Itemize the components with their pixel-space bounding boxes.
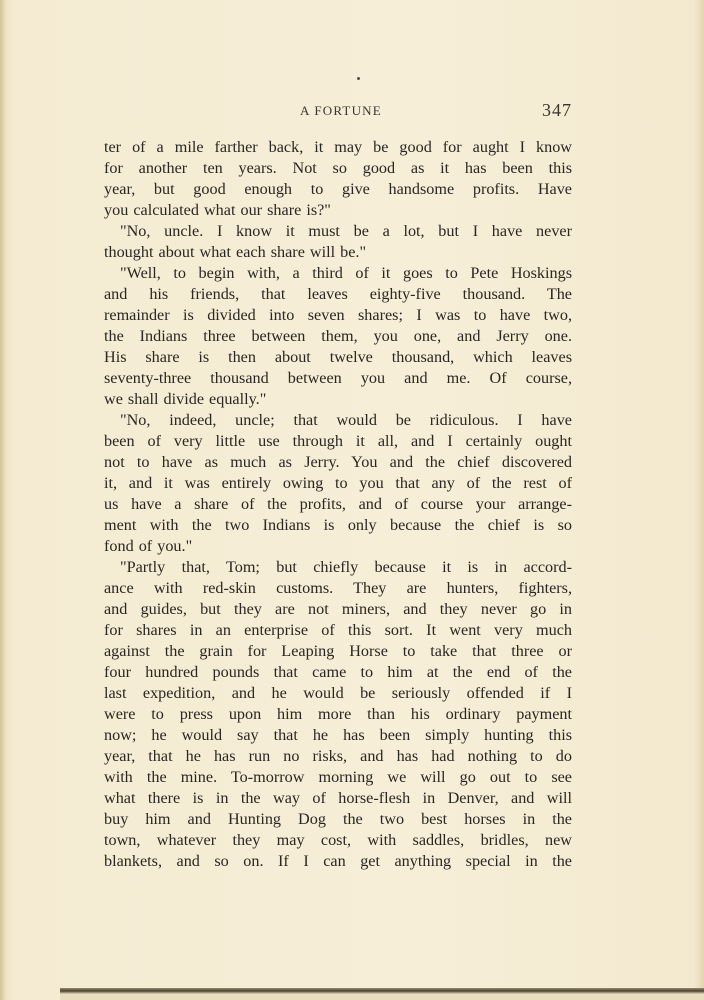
print-speck xyxy=(357,77,360,80)
text-line: against the grain for Leaping Horse to take that three or xyxy=(104,642,572,660)
running-head-title: A FORTUNE xyxy=(300,103,382,118)
text-line: ter of a mile farther back, it may be good for aught I know xyxy=(104,138,572,156)
text-line: were to press upon him more than his ordinary payment xyxy=(104,705,572,723)
body-text xyxy=(104,137,572,872)
text-line: we shall divide equally." xyxy=(104,390,267,408)
text-line: His share is then about twelve thousand, which leaves xyxy=(104,348,572,366)
text-line: what there is in the way of horse-flesh in Denver, and will xyxy=(104,789,572,807)
text-line: buy him and Hunting Dog the two best horses in the xyxy=(104,810,572,828)
text-line: with the mine. To-morrow morning we will go out to see xyxy=(104,768,572,786)
text-line: been of very little use through it all, and I certainly ought xyxy=(104,432,572,450)
page-right-edge xyxy=(694,0,704,1000)
text-line: for another ten years. Not so good as it has been this xyxy=(104,159,572,177)
page-number: 347 xyxy=(542,100,572,120)
text-line: now; he would say that he has been simply hunting this xyxy=(104,726,572,744)
text-line: blankets, and so on. If I can get anything special in the xyxy=(104,852,572,870)
running-head xyxy=(104,100,572,122)
text-line: not to have as much as Jerry. You and the chief discovered xyxy=(104,453,572,471)
text-line: for shares in an enterprise of this sort. It went very much xyxy=(104,621,572,639)
text-line: and guides, but they are not miners, and they never go in xyxy=(104,600,572,618)
text-line: town, whatever they may cost, with saddles, bridles, new xyxy=(104,831,572,849)
text-line: last expedition, and he would be seriously offended if I xyxy=(104,684,572,702)
text-line: "No, indeed, uncle; that would be ridiculous. I have xyxy=(120,411,572,429)
text-line: fond of you." xyxy=(104,537,193,555)
text-line: remainder is divided into seven shares; I was to have two, xyxy=(104,306,572,324)
text-line: thought about what each share will be." xyxy=(104,243,367,261)
text-line: it, and it was entirely owing to you that any of the rest of xyxy=(104,474,572,492)
text-line: "Well, to begin with, a third of it goes to Pete Hoskings xyxy=(120,264,572,282)
text-line: ance with red-skin customs. They are hunters, fighters, xyxy=(104,579,572,597)
text-line: "Partly that, Tom; but chiefly because it is in accord- xyxy=(120,558,572,576)
text-line: us have a share of the profits, and of course your arrange- xyxy=(104,495,572,513)
text-line: year, but good enough to give handsome profits. Have xyxy=(104,180,572,198)
text-line: "No, uncle. I know it must be a lot, but I have never xyxy=(120,222,572,240)
text-line: ment with the two Indians is only because the chief is so xyxy=(104,516,572,534)
text-line: year, that he has run no risks, and has had nothing to do xyxy=(104,747,572,765)
text-line: four hundred pounds that came to him at the end of the xyxy=(104,663,572,681)
text-line: the Indians three between them, you one, and Jerry one. xyxy=(104,327,572,345)
text-line: and his friends, that leaves eighty-five thousand. The xyxy=(104,285,572,303)
page-gutter-shadow xyxy=(0,0,6,1000)
text-line: seventy-three thousand between you and me. Of course, xyxy=(104,369,572,387)
text-line: you calculated what our share is?" xyxy=(104,201,331,219)
page-bottom-edge xyxy=(60,988,704,1000)
